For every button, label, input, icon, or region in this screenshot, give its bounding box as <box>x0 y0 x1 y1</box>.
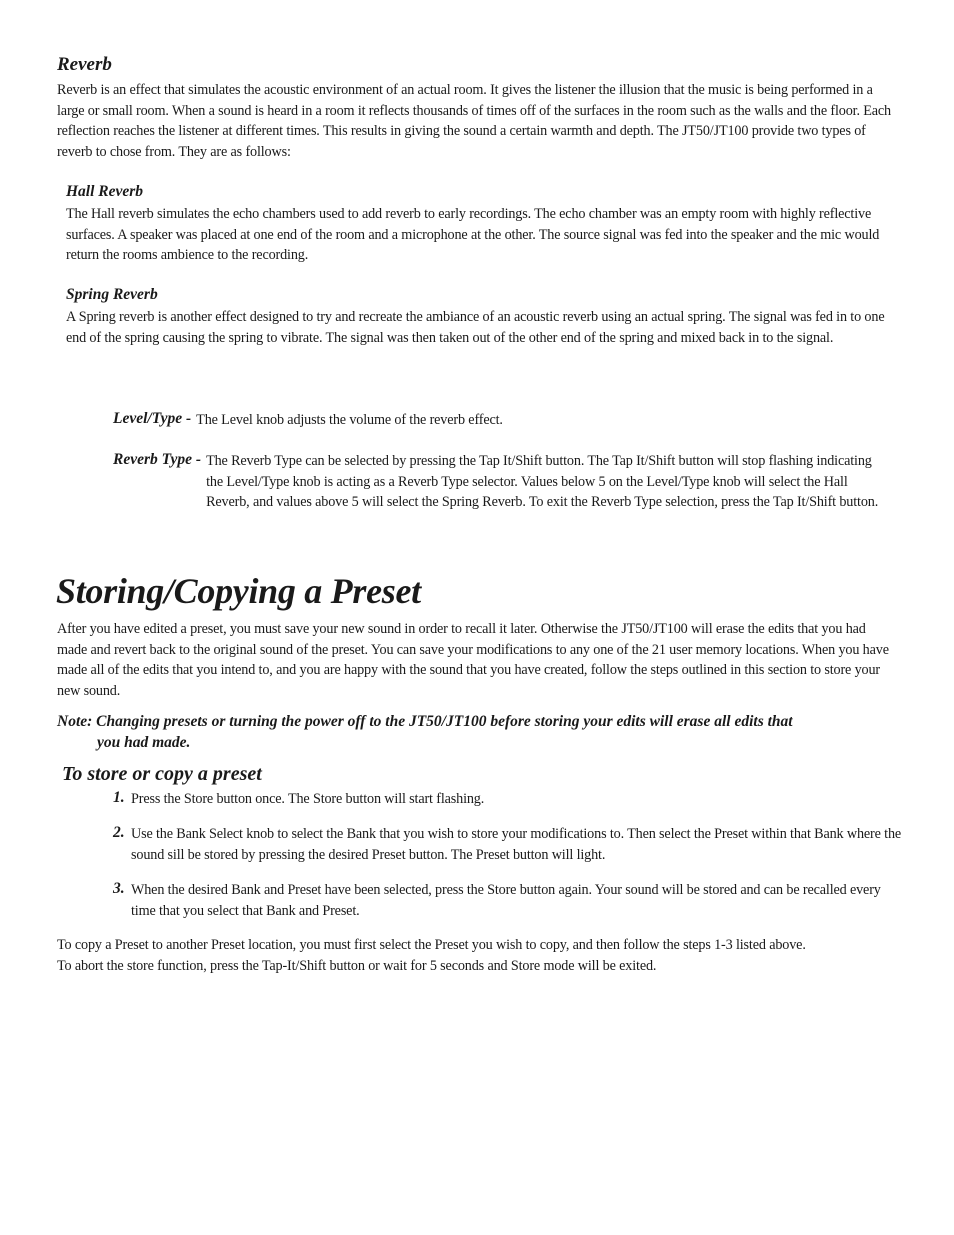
step-text: When the desired Bank and Preset have been selected, press the Store button again. Your sound will be stored and can be recalled every time that you select that Bank and Preset. <box>131 882 881 919</box>
step-text: Use the Bank Select knob to select the Bank that you wish to store your modifications to. Then select the Preset within that Bank where the sound sill be stored by pressing the desired Preset button. The Preset button will light. <box>131 826 902 863</box>
copy-instructions <box>57 935 917 976</box>
note-warning <box>57 712 902 753</box>
step-number: 3. <box>113 880 125 897</box>
abort-line: To abort the store function, press the Tap-It/Shift button or wait for 5 seconds and Store mode will be exited. <box>57 957 657 974</box>
note-line-1: Note: Changing presets or turning the power off to the JT50/JT100 before storing your edits will erase all edits that <box>57 713 793 730</box>
param-description: The Level knob adjusts the volume of the reverb effect. <box>196 412 503 428</box>
step-item <box>113 789 903 810</box>
param-description: The Reverb Type can be selected by pressing the Tap It/Shift button. The Tap It/Shift button will stop flashing indicating the Level/Type knob is acting as a Reverb Type selector. Values below 5 on the Level/Type knob will select the Hall Reverb, and values above 5 will select the Spring Reverb. To exit the Reverb Type selection, press the Tap It/Shift button. <box>206 453 879 511</box>
param-label: Level/Type - <box>113 410 192 427</box>
spring-reverb-paragraph: A Spring reverb is another effect designed to try and recreate the ambiance of an acoustic reverb using an actual spring. The signal was fed in to one end of the spring causing the spring to vibrate. The signal was then taken out of the other end of the spring and mixed back in to the signal. <box>66 309 885 346</box>
param-reverb-type <box>113 451 881 513</box>
step-text: Press the Store button once. The Store button will start flashing. <box>131 791 485 807</box>
step-item <box>113 824 903 865</box>
storing-paragraph: After you have edited a preset, you must save your new sound in order to recall it later. Otherwise the JT50/JT100 will erase the edits that you had made and revert back to the original sound of the preset. You can save your modifications to any one of the 21 user memory locations. When you have made all of the edits that you intend to, and you are happy with the sound that you have created, follow the steps outlined in this section to store your new sound. <box>57 621 889 699</box>
param-level-type <box>113 410 503 431</box>
param-label: Reverb Type - <box>113 451 202 468</box>
step-number: 2. <box>113 824 125 841</box>
step-item <box>113 880 903 921</box>
step-number: 1. <box>113 789 125 806</box>
spring-reverb-heading: Spring Reverb <box>66 286 158 303</box>
copy-line: To copy a Preset to another Preset location, you must first select the Preset you wish to copy, and then follow the steps 1-3 listed above. <box>57 937 806 953</box>
storing-copying-heading: Storing/Copying a Preset <box>56 571 421 611</box>
reverb-paragraph: Reverb is an effect that simulates the acoustic environment of an actual room. It gives the listener the illusion that the music is being performed in a large or small room. When a sound is heard in a room it reflects thousands of times off of the surfaces in the room such as the walls and the floor. Each reflection reaches the listener at different times. This results in giving the sound a certain warmth and depth. The JT50/JT100 provide two types of reverb to chose from. They are as follows: <box>57 82 891 160</box>
hall-reverb-paragraph: The Hall reverb simulates the echo chambers used to add reverb to early recordings. The echo chamber was an empty room with highly reflective surfaces. A speaker was placed at one end of the room and a microphone at the other. The source signal was fed into the speaker and the mic would return the rooms ambience to the recording. <box>66 206 880 264</box>
note-line-2: you had made. <box>97 733 191 751</box>
hall-reverb-heading: Hall Reverb <box>66 183 144 200</box>
reverb-heading: Reverb <box>57 54 112 75</box>
to-store-subheading: To store or copy a preset <box>62 763 262 785</box>
